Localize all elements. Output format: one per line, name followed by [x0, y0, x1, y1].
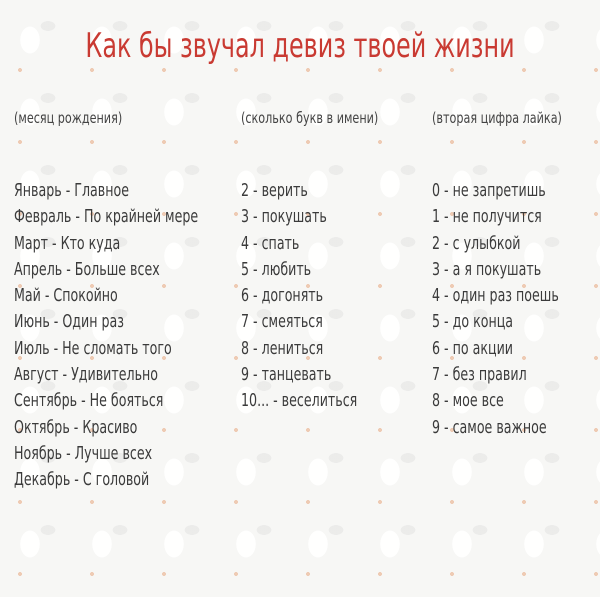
list-item: 5 - любить	[241, 258, 312, 280]
column-header: (месяц рождения)	[14, 109, 123, 127]
list-item: 1 - не получится	[432, 206, 542, 228]
list-item: Ноябрь - Лучше всех	[14, 442, 153, 464]
list-item: 4 - один раз поешь	[432, 285, 559, 307]
list-item: Апрель - Больше всех	[14, 258, 160, 280]
list-item: 8 - мое все	[432, 390, 504, 412]
list-item: Февраль - По крайней мере	[14, 206, 199, 228]
list-item: 2 - верить	[241, 180, 308, 201]
list-item: 8 - лениться	[241, 337, 324, 359]
list-item: 9 - самое важное	[432, 416, 547, 438]
column-birth-month	[14, 108, 250, 494]
column-header: (сколько букв в имени)	[241, 109, 379, 127]
column-like-digit	[432, 108, 595, 441]
list-item: Декабрь - С головой	[14, 469, 150, 491]
list-item: Май - Спокойно	[14, 285, 118, 307]
list-item: 2 - с улыбкой	[432, 232, 521, 254]
list-item: 9 - танцевать	[241, 364, 332, 386]
list-item: 3 - покушать	[241, 206, 327, 228]
list-item: Июль - Не сломать того	[14, 337, 172, 359]
list-item: Октябрь - Красиво	[14, 416, 138, 438]
list-item: 5 - до конца	[432, 311, 514, 333]
column-header: (вторая цифра лайка)	[432, 109, 562, 127]
list-item: Март - Кто куда	[14, 232, 121, 254]
list-item: Август - Удивительно	[14, 364, 159, 386]
list-item: Январь - Главное	[14, 180, 130, 201]
list-item: 10... - веселиться	[241, 390, 358, 412]
item-list	[14, 178, 250, 494]
list-item: 7 - без правил	[432, 364, 527, 386]
list-item: 7 - смеяться	[241, 311, 323, 333]
list-item: Июнь - Один раз	[14, 311, 125, 333]
list-item: 3 - а я покушать	[432, 258, 542, 280]
list-item: 4 - спать	[241, 232, 300, 254]
list-item: 6 - по акции	[432, 337, 513, 359]
page-title: Как бы звучал девиз твоей жизни	[85, 26, 515, 66]
list-item: 6 - догонять	[241, 285, 324, 307]
column-name-letters	[241, 108, 406, 415]
list-item: Сентябрь - Не бояться	[14, 390, 164, 412]
item-list	[432, 178, 595, 441]
list-item: 0 - не запретишь	[432, 180, 546, 201]
item-list	[241, 178, 406, 415]
